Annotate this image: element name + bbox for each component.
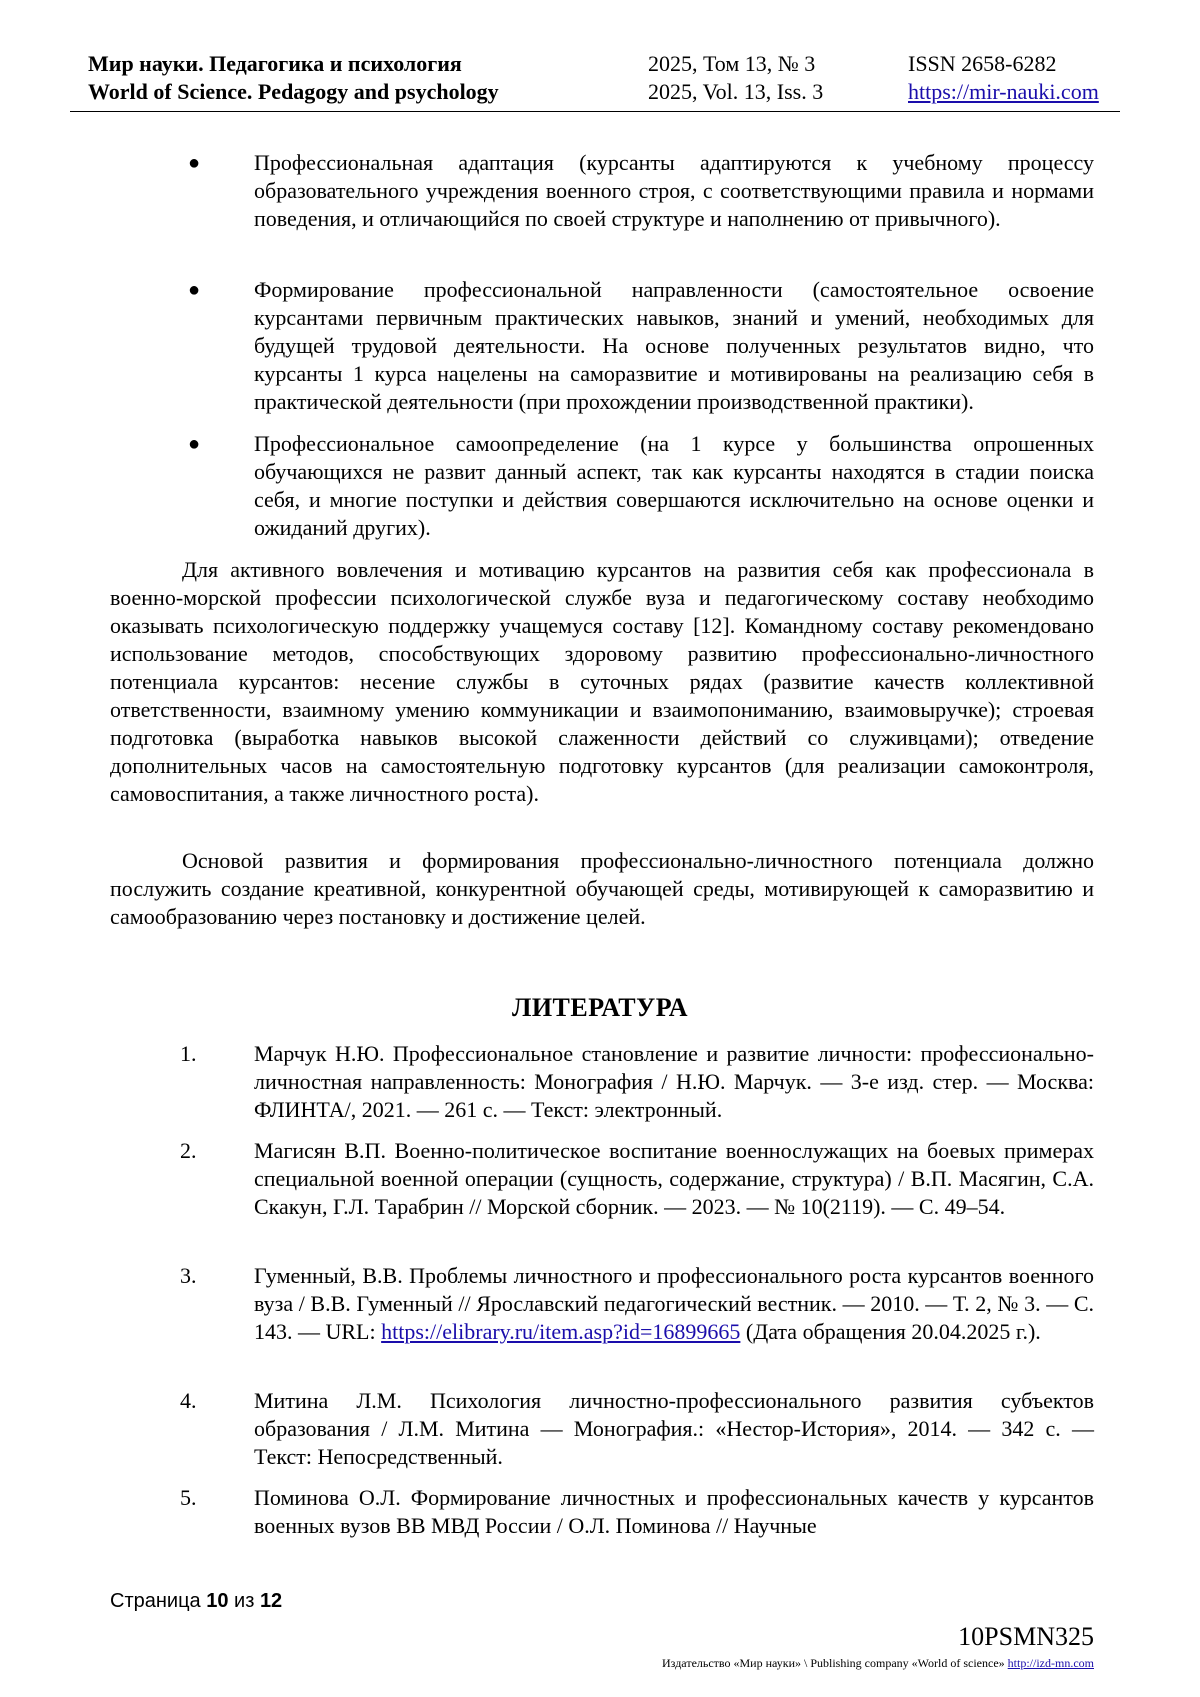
reference-item: Митина Л.М. Психология личностно-профессионального развития субъектов образования / Л.М. Митина — Монография.: «Нестор-История», 2014. — 342 с. — Текст: Непосредственный. xyxy=(254,1388,1094,1469)
page-total: 12 xyxy=(259,1590,283,1612)
page-of: из xyxy=(234,1590,255,1612)
bullet-icon: ● xyxy=(188,152,201,174)
reference-item: Марчук Н.Ю. Профессиональное становление и развитие личности: профессионально-личностная направленность: Монография / Н.Ю. Марчук. — 3-е изд. стер. — Москва: ФЛИНТА/, 2021. — 261 с. — Текст: электронный. xyxy=(254,1041,1094,1122)
reference-item xyxy=(254,1262,1094,1346)
journal-title-en: World of Science. Pedagogy and psychology xyxy=(88,79,499,104)
reference-text-before: Гуменный, В.В. Проблемы личностного и профессионального роста курсантов военного вуза / В.В. Гуменный // Ярославский педагогический вестник. — 2010. — Т. 2, № 3. — С. 143. — URL: xyxy=(254,1263,1094,1344)
bullet-icon: ● xyxy=(188,433,201,455)
bullet-item: Профессиональное самоопределение (на 1 курсе у большинства опрошенных обучающихся не развит данный аспект, так как курсанты находятся в стадии поиска себя, и многие поступки и действия совершаются исключительно на основе оценки и ожиданий других). xyxy=(254,431,1094,540)
reference-link[interactable]: https://elibrary.ru/item.asp?id=16899665 xyxy=(381,1319,741,1344)
reference-item: Магисян В.П. Военно-политическое воспитание военнослужащих на боевых примерах специальной военной операции (сущность, содержание, структура) / В.П. Масягин, С.А. Скакун, Г.Л. Тарабрин // Морской сборник. — 2023. — № 10(2119). — С. 49–54. xyxy=(254,1138,1094,1219)
reference-number: 4. xyxy=(180,1388,197,1413)
journal-url-wrap xyxy=(908,78,1099,106)
literature-heading: ЛИТЕРАТУРА xyxy=(511,993,689,1022)
reference-text-after: (Дата обращения 20.04.2025 г.). xyxy=(740,1319,1041,1344)
publisher-text: Издательство «Мир науки» \ Publishing company «World of science» xyxy=(662,1656,1005,1670)
issue-ru: 2025, Том 13, № 3 xyxy=(648,51,816,76)
bullet-item: Формирование профессиональной направленности (самостоятельное освоение курсантами первичным практических навыков, знаний и умений, необходимых для будущей трудовой деятельности. На основе полученных результатов видно, что курсанты 1 курса нацелены на саморазвитие и мотивированы на реализацию себя в практической деятельности (при прохождении производственной практики). xyxy=(254,277,1094,414)
issn: ISSN 2658-6282 xyxy=(908,51,1057,76)
journal-title-ru: Мир науки. Педагогика и психология xyxy=(88,51,462,76)
reference-number: 1. xyxy=(180,1041,197,1066)
publisher-link[interactable]: http://izd-mn.com xyxy=(1007,1656,1094,1670)
journal-url-link[interactable]: https://mir-nauki.com xyxy=(908,79,1099,104)
page-current: 10 xyxy=(206,1590,229,1612)
issue-en: 2025, Vol. 13, Iss. 3 xyxy=(648,79,824,104)
body-paragraph: Основой развития и формирования профессионально-личностного потенциала должно послужить создание креативной, конкурентной обучающей среды, мотивирующей к саморазвитию и самообразованию через постановку и достижение целей. xyxy=(110,848,1094,929)
reference-number: 3. xyxy=(180,1263,197,1288)
bullet-item: Профессиональная адаптация (курсанты адаптируются к учебному процессу образовательного учреждения военного строя, с соответствующими правила и нормами поведения, и отличающийся по своей структуре и наполнению от привычного). xyxy=(254,150,1094,231)
page-number xyxy=(110,1590,282,1613)
body-paragraph: Для активного вовлечения и мотивацию курсантов на развития себя как профессионала в военно-морской профессии психологической службе вуза и педагогическому составу необходимо оказывать психологическую поддержку учащемуся составу [12]. Командному составу рекомендовано использование методов, способствующих здоровому развитию профессионально-личностного потенциала курсантов: несение службы в суточных рядах (развитие качеств коллективной ответственности, взаимному умению коммуникации и взаимопониманию, взаимовыручке); строевая подготовка (выработка навыков высокой слаженности действий со служивцами); отведение дополнительных часов на самостоятельную подготовку курсантов (для реализации самоконтроля, самовоспитания, а также личностного роста). xyxy=(110,557,1094,806)
article-code: 10PSMN325 xyxy=(958,1622,1094,1651)
bullet-icon: ● xyxy=(188,279,201,301)
page-header xyxy=(88,50,1120,112)
page-label: Страница xyxy=(110,1590,201,1612)
header-divider xyxy=(70,111,1120,112)
reference-number: 2. xyxy=(180,1138,197,1163)
publisher-line xyxy=(662,1656,1094,1671)
reference-number: 5. xyxy=(180,1485,197,1510)
reference-item: Поминова О.Л. Формирование личностных и профессиональных качеств у курсантов военных вузов ВВ МВД России / О.Л. Поминова // Научные xyxy=(254,1485,1094,1538)
